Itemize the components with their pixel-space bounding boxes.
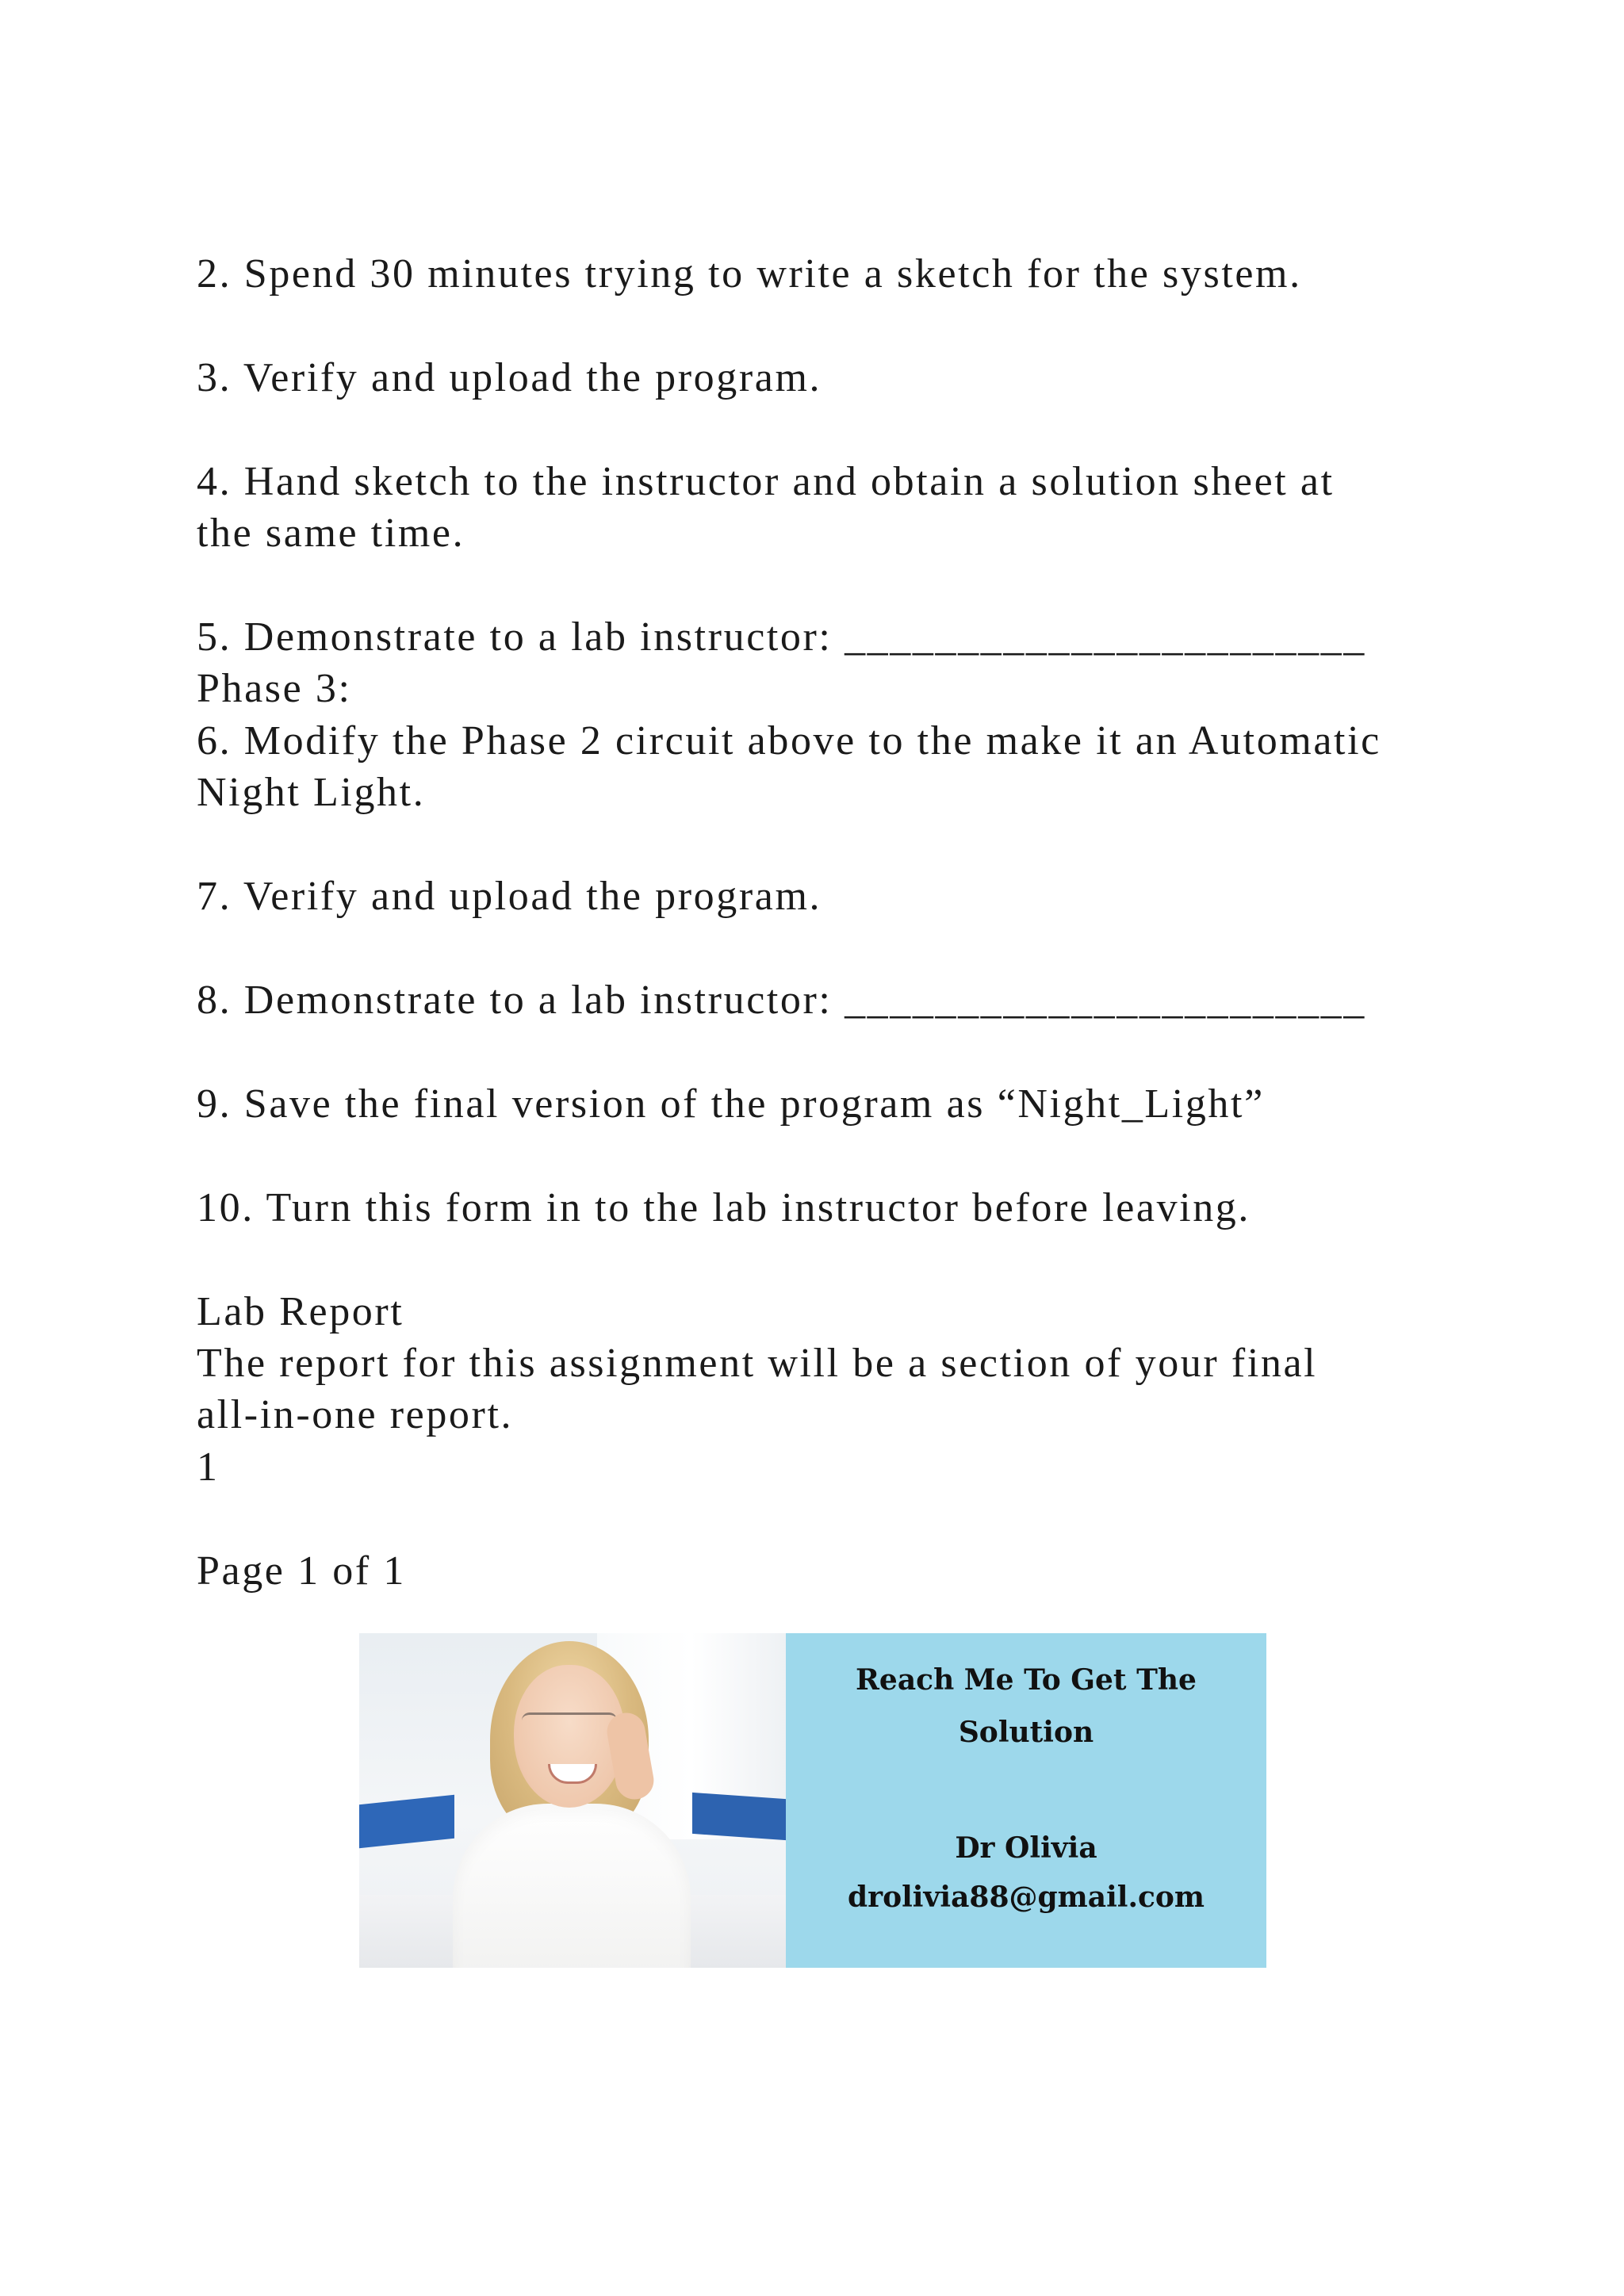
page-count: Page 1 of 1 — [197, 1548, 406, 1594]
step-4-text: 4. Hand sketch to the instructor and obtain a solution sheet at — [197, 459, 1335, 504]
step-6-text: 6. Modify the Phase 2 circuit above to the make it an Automatic — [197, 718, 1381, 763]
step-7-text: 7. Verify and upload the program. — [197, 874, 822, 919]
page-number: 1 — [197, 1445, 220, 1490]
step-6-text-continued: Night Light. — [197, 770, 426, 815]
step-9-text: 9. Save the final version of the program as “Night_Light” — [197, 1081, 1265, 1127]
step-2-text: 2. Spend 30 minutes trying to write a sketch for the system. — [197, 251, 1302, 297]
contact-banner — [359, 1633, 1266, 1968]
banner-info-panel — [786, 1633, 1266, 1968]
banner-heading-line-1: Reach Me To Get The — [856, 1663, 1197, 1697]
lab-report-heading: Lab Report — [197, 1289, 404, 1334]
banner-email[interactable]: drolivia88@gmail.com — [847, 1881, 1205, 1914]
banner-name: Dr Olivia — [955, 1831, 1097, 1865]
step-3-text: 3. Verify and upload the program. — [197, 355, 822, 400]
step-10-text: 10. Turn this form in to the lab instructor before leaving. — [197, 1185, 1251, 1230]
lab-report-text: The report for this assignment will be a section of your final — [197, 1341, 1318, 1386]
step-4-text-continued: the same time. — [197, 511, 465, 556]
lab-report-text-continued: all-in-one report. — [197, 1392, 514, 1437]
phase-3-heading: Phase 3: — [197, 666, 352, 711]
banner-heading-line-2: Solution — [958, 1716, 1094, 1749]
step-8-text: 8. Demonstrate to a lab instructor: _______________________ — [197, 978, 1366, 1023]
step-5-text: 5. Demonstrate to a lab instructor: _______________________ — [197, 614, 1366, 660]
woman-photo — [359, 1633, 786, 1968]
